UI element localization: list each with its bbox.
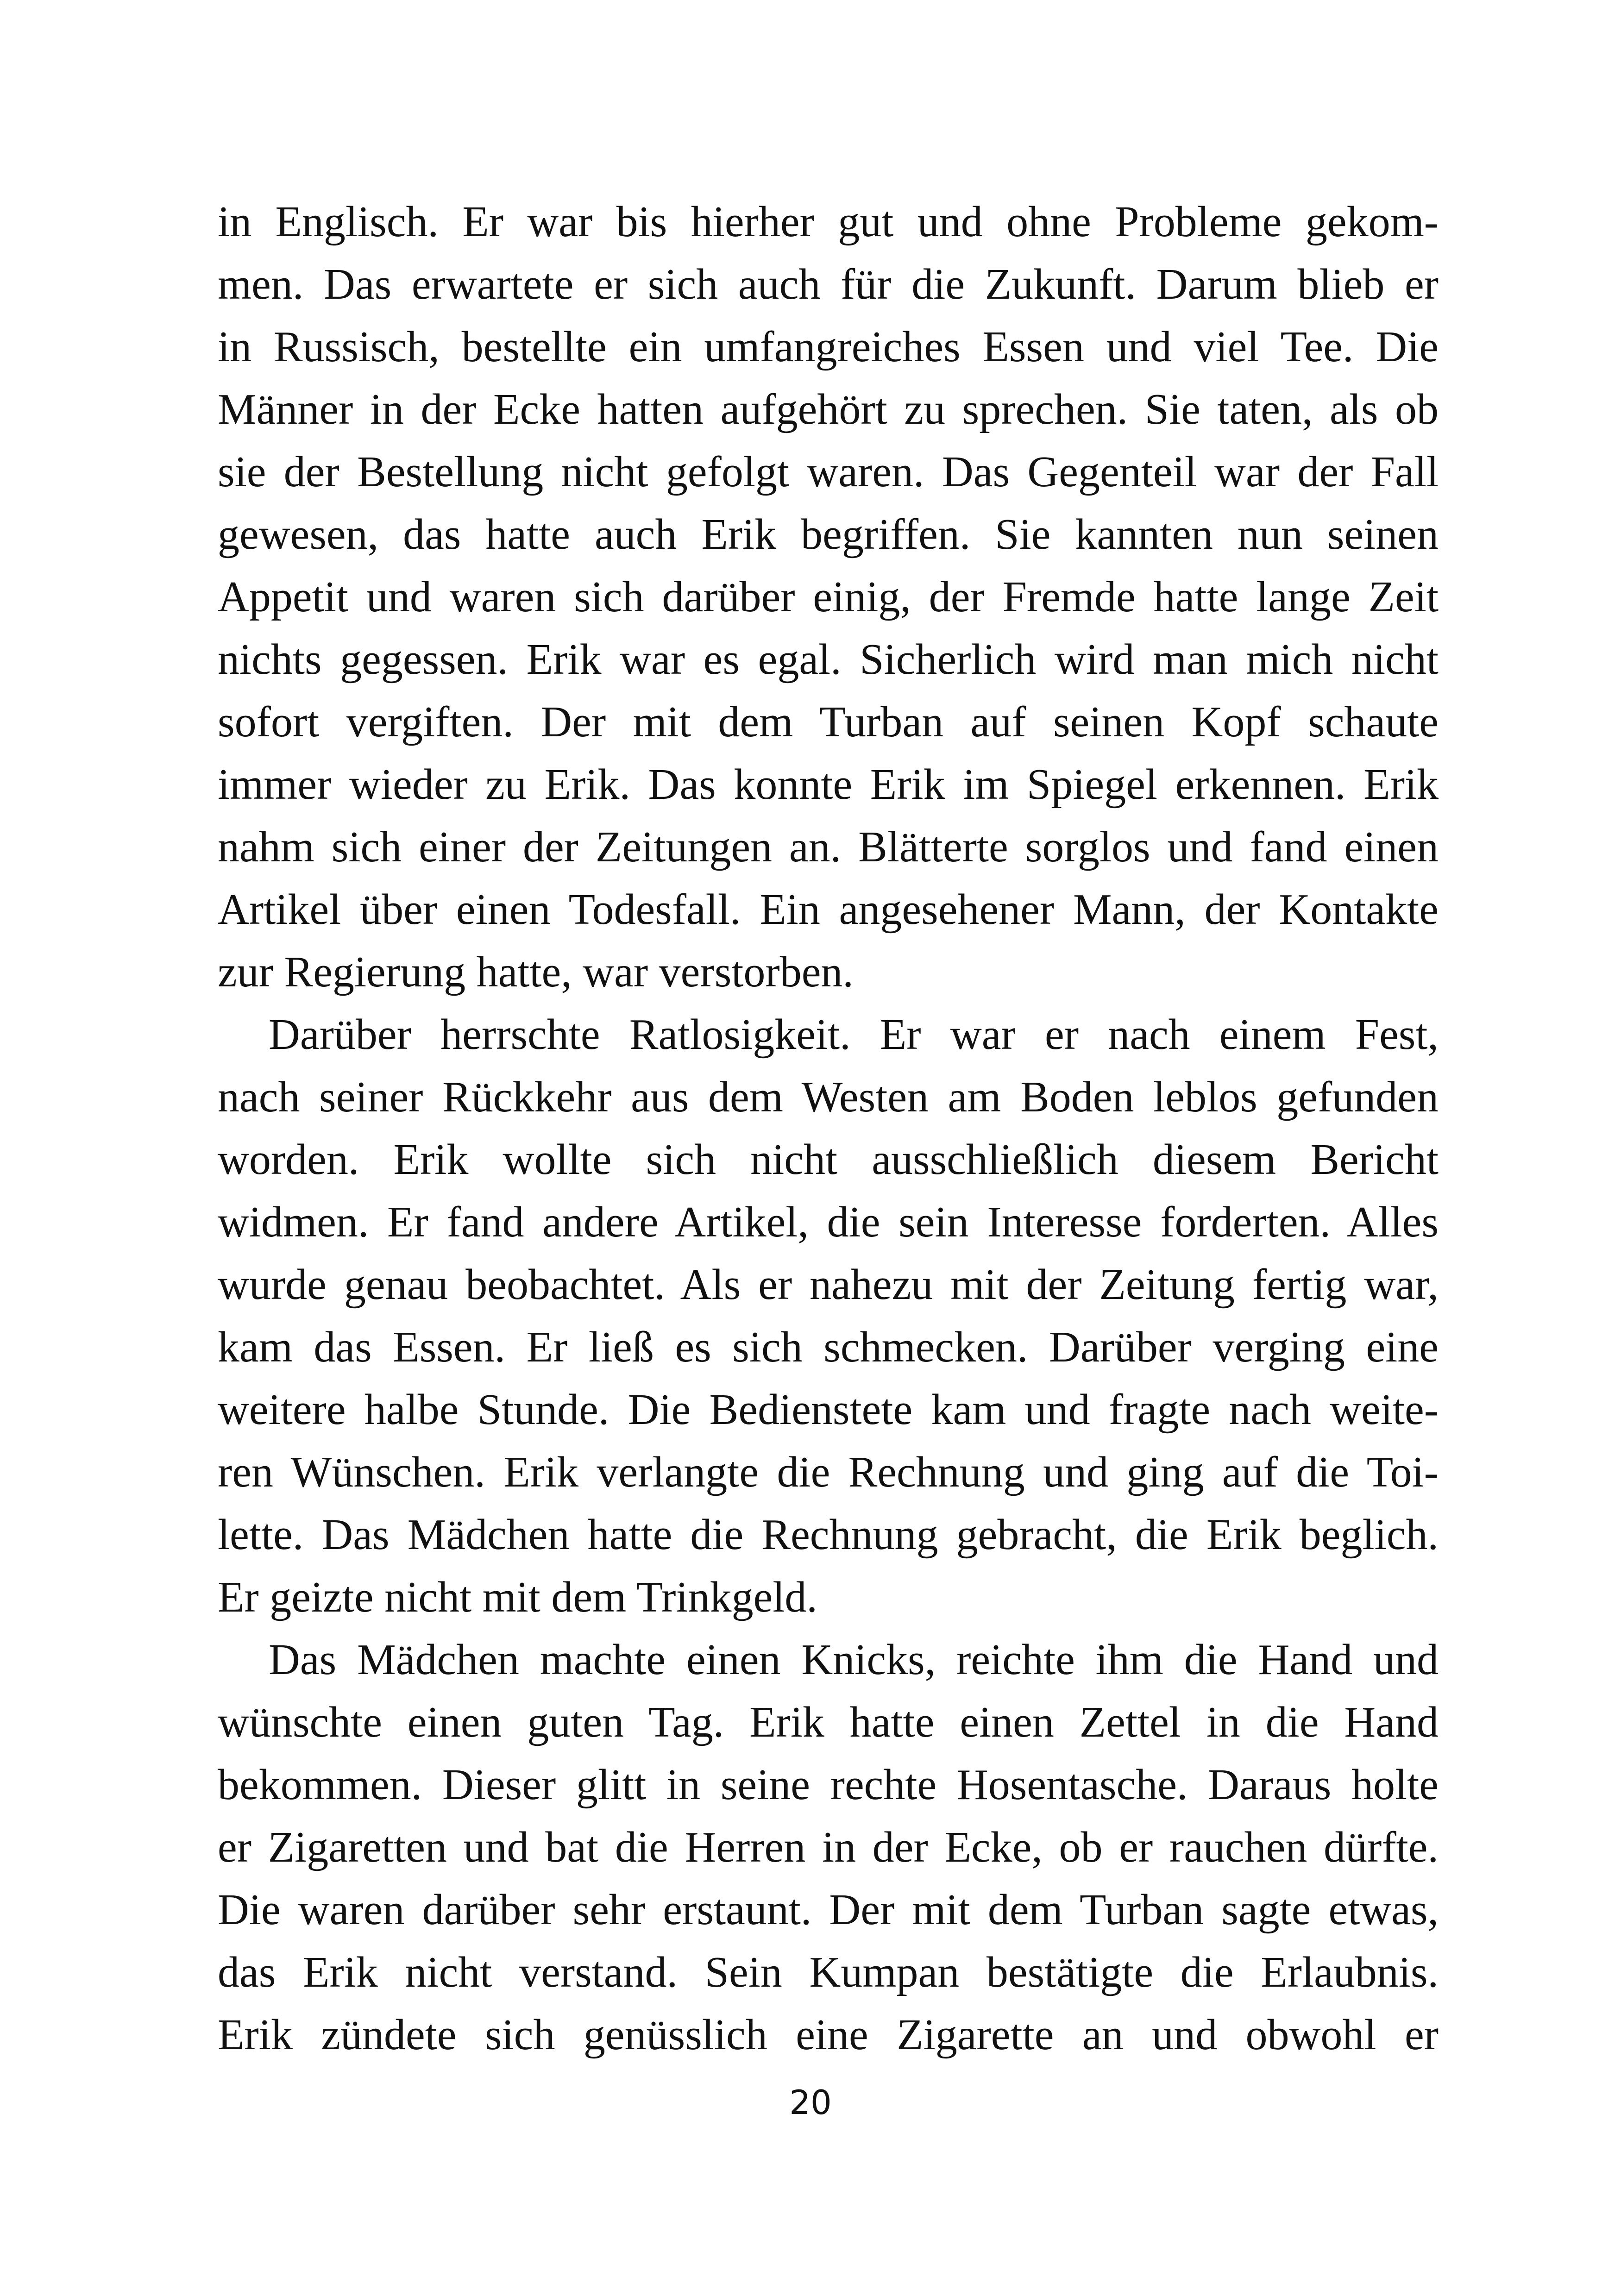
text-line: Artikel über einen Todesfall. Ein angesehener Mann, der Kontakte bbox=[218, 885, 1439, 934]
text-line: nichts gegessen. Erik war es egal. Sicherlich wird man mich nicht bbox=[218, 635, 1439, 684]
text-line: lette. Das Mädchen hatte die Rechnung gebracht, die Erik beglich. bbox=[218, 1511, 1439, 1559]
page-number: 20 bbox=[789, 2083, 832, 2122]
text-line: in Englisch. Er war bis hierher gut und ohne Probleme gekom- bbox=[218, 198, 1439, 246]
text-line: in Russisch, bestellte ein umfangreiches Essen und viel Tee. Die bbox=[218, 323, 1439, 371]
text-line: Männer in der Ecke hatten aufgehört zu sprechen. Sie taten, als ob bbox=[218, 385, 1439, 433]
paragraph-1 bbox=[218, 191, 1439, 1004]
text-line: Das Mädchen machte einen Knicks, reichte ihm die Hand und bbox=[269, 1636, 1439, 1684]
text-line: zur Regierung hatte, war verstorben. bbox=[218, 948, 854, 996]
text-line: ren Wünschen. Erik verlangte die Rechnung und ging auf die Toi- bbox=[218, 1448, 1439, 1496]
text-line: Appetit und waren sich darüber einig, der Fremde hatte lange Zeit bbox=[218, 573, 1439, 621]
text-line: Er geizte nicht mit dem Trinkgeld. bbox=[218, 1573, 817, 1621]
text-line: men. Das erwartete er sich auch für die Zukunft. Darum blieb er bbox=[218, 260, 1439, 308]
text-line: nach seiner Rückkehr aus dem Westen am Boden leblos gefunden bbox=[218, 1073, 1439, 1121]
text-line: immer wieder zu Erik. Das konnte Erik im Spiegel erkennen. Erik bbox=[218, 760, 1439, 809]
body-text bbox=[218, 191, 1439, 2066]
text-line: nahm sich einer der Zeitungen an. Blätterte sorglos und fand einen bbox=[218, 823, 1439, 871]
text-line: worden. Erik wollte sich nicht ausschließlich diesem Bericht bbox=[218, 1135, 1439, 1184]
text-line: sie der Bestellung nicht gefolgt waren. Das Gegenteil war der Fall bbox=[218, 448, 1439, 496]
paragraph-2 bbox=[218, 1004, 1439, 1629]
text-line: er Zigaretten und bat die Herren in der Ecke, ob er rauchen dürfte. bbox=[218, 1823, 1439, 1871]
text-line: Darüber herrschte Ratlosigkeit. Er war er nach einem Fest, bbox=[269, 1010, 1439, 1059]
text-line: gewesen, das hatte auch Erik begriffen. Sie kannten nun seinen bbox=[218, 510, 1439, 558]
text-line: wünschte einen guten Tag. Erik hatte einen Zettel in die Hand bbox=[218, 1698, 1439, 1746]
text-line: Die waren darüber sehr erstaunt. Der mit dem Turban sagte etwas, bbox=[218, 1886, 1439, 1934]
text-line: kam das Essen. Er ließ es sich schmecken. Darüber verging eine bbox=[218, 1323, 1439, 1371]
text-line: bekommen. Dieser glitt in seine rechte Hosentasche. Daraus holte bbox=[218, 1761, 1439, 1809]
text-line: widmen. Er fand andere Artikel, die sein Interesse forderten. Alles bbox=[218, 1198, 1439, 1246]
text-line: sofort vergiften. Der mit dem Turban auf seinen Kopf schaute bbox=[218, 698, 1439, 746]
paragraph-3 bbox=[218, 1629, 1439, 2066]
text-line: das Erik nicht verstand. Sein Kumpan bestätigte die Erlaubnis. bbox=[218, 1948, 1439, 1996]
text-line: weitere halbe Stunde. Die Bedienstete kam und fragte nach weite- bbox=[218, 1386, 1439, 1434]
text-line: wurde genau beobachtet. Als er nahezu mit der Zeitung fertig war, bbox=[218, 1261, 1439, 1309]
text-line: Erik zündete sich genüsslich eine Zigarette an und obwohl er bbox=[218, 2011, 1439, 2059]
